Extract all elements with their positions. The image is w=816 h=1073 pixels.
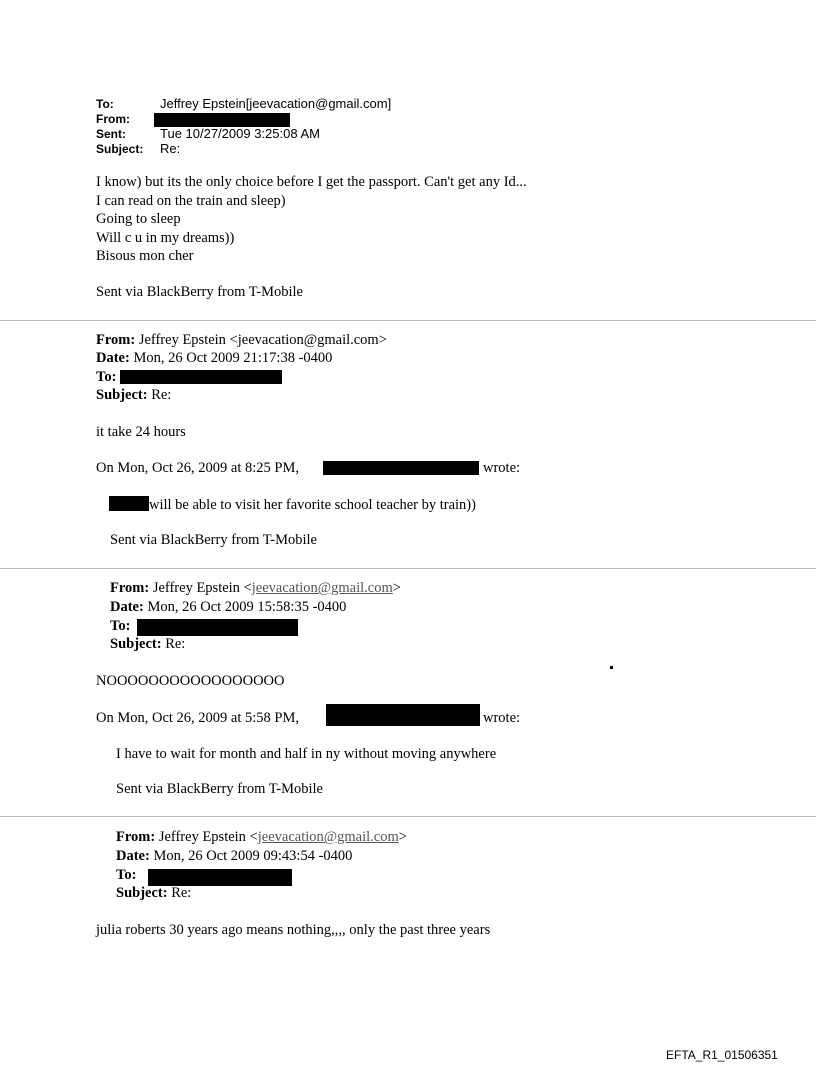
msg2-quote-signature: Sent via BlackBerry from T-Mobile xyxy=(110,532,317,548)
redaction-block xyxy=(326,704,480,726)
signature: Sent via BlackBerry from T-Mobile xyxy=(96,284,303,300)
msg2-body: it take 24 hours xyxy=(96,424,186,440)
msg4-to: To: xyxy=(116,867,137,883)
email-link[interactable]: jeevacation@gmail.com xyxy=(251,580,393,596)
msg2-quote-intro: On Mon, Oct 26, 2009 at 8:25 PM, xyxy=(96,460,299,476)
body-line: I can read on the train and sleep) xyxy=(96,193,286,209)
redaction-block xyxy=(120,370,282,384)
msg3-body: NOOOOOOOOOOOOOOOOO xyxy=(96,673,285,689)
msg3-quote-intro: On Mon, Oct 26, 2009 at 5:58 PM, xyxy=(96,710,299,726)
msg3-from: From: Jeffrey Epstein <jeevacation@gmail.com> xyxy=(110,580,401,596)
msg4-from: From: Jeffrey Epstein <jeevacation@gmail.com> xyxy=(116,829,407,845)
msg4-body: julia roberts 30 years ago means nothing,,,, only the past three years xyxy=(96,922,491,938)
stray-mark xyxy=(610,666,613,669)
msg3-quote-wrote: wrote: xyxy=(483,710,521,726)
msg3-quote-text: I have to wait for month and half in ny without moving anywhere xyxy=(116,746,497,762)
redaction-block xyxy=(137,619,298,636)
sent-label: Sent: xyxy=(96,127,126,141)
to-label: To: xyxy=(96,97,114,111)
msg3-subject: Subject: Re: xyxy=(110,636,186,652)
msg2-date: Date: Mon, 26 Oct 2009 21:17:38 -0400 xyxy=(96,350,333,366)
msg4-date: Date: Mon, 26 Oct 2009 09:43:54 -0400 xyxy=(116,848,353,864)
divider xyxy=(0,568,816,569)
divider xyxy=(0,816,816,817)
msg2-quote-text: will be able to visit her favorite school teacher by train)) xyxy=(149,497,476,513)
msg3-date: Date: Mon, 26 Oct 2009 15:58:35 -0400 xyxy=(110,599,347,615)
body-line: Will c u in my dreams)) xyxy=(96,230,235,246)
msg3-quote-signature: Sent via BlackBerry from T-Mobile xyxy=(116,781,323,797)
body-line: Going to sleep xyxy=(96,211,181,227)
from-label: From: xyxy=(96,112,130,126)
redaction-block xyxy=(323,461,479,475)
msg2-to: To: xyxy=(96,369,117,385)
body-line: I know) but its the only choice before I get the passport. Can't get any Id... xyxy=(96,174,527,190)
divider xyxy=(0,320,816,321)
msg2-quote-wrote: wrote: xyxy=(483,460,521,476)
msg4-subject: Subject: Re: xyxy=(116,885,192,901)
msg2-subject: Subject: Re: xyxy=(96,387,172,403)
email-link[interactable]: jeevacation@gmail.com xyxy=(257,829,399,845)
subject-label: Subject: xyxy=(96,142,144,156)
document-id: EFTA_R1_01506351 xyxy=(666,1048,778,1062)
redaction-block xyxy=(154,113,290,127)
to-value: Jeffrey Epstein[jeevacation@gmail.com] xyxy=(160,96,392,111)
sent-value: Tue 10/27/2009 3:25:08 AM xyxy=(160,126,320,141)
msg2-from: From: Jeffrey Epstein <jeevacation@gmail.com> xyxy=(96,332,387,348)
redaction-block xyxy=(109,496,149,511)
msg3-to: To: xyxy=(110,618,131,634)
subject-value: Re: xyxy=(160,141,181,156)
body-line: Bisous mon cher xyxy=(96,248,194,264)
